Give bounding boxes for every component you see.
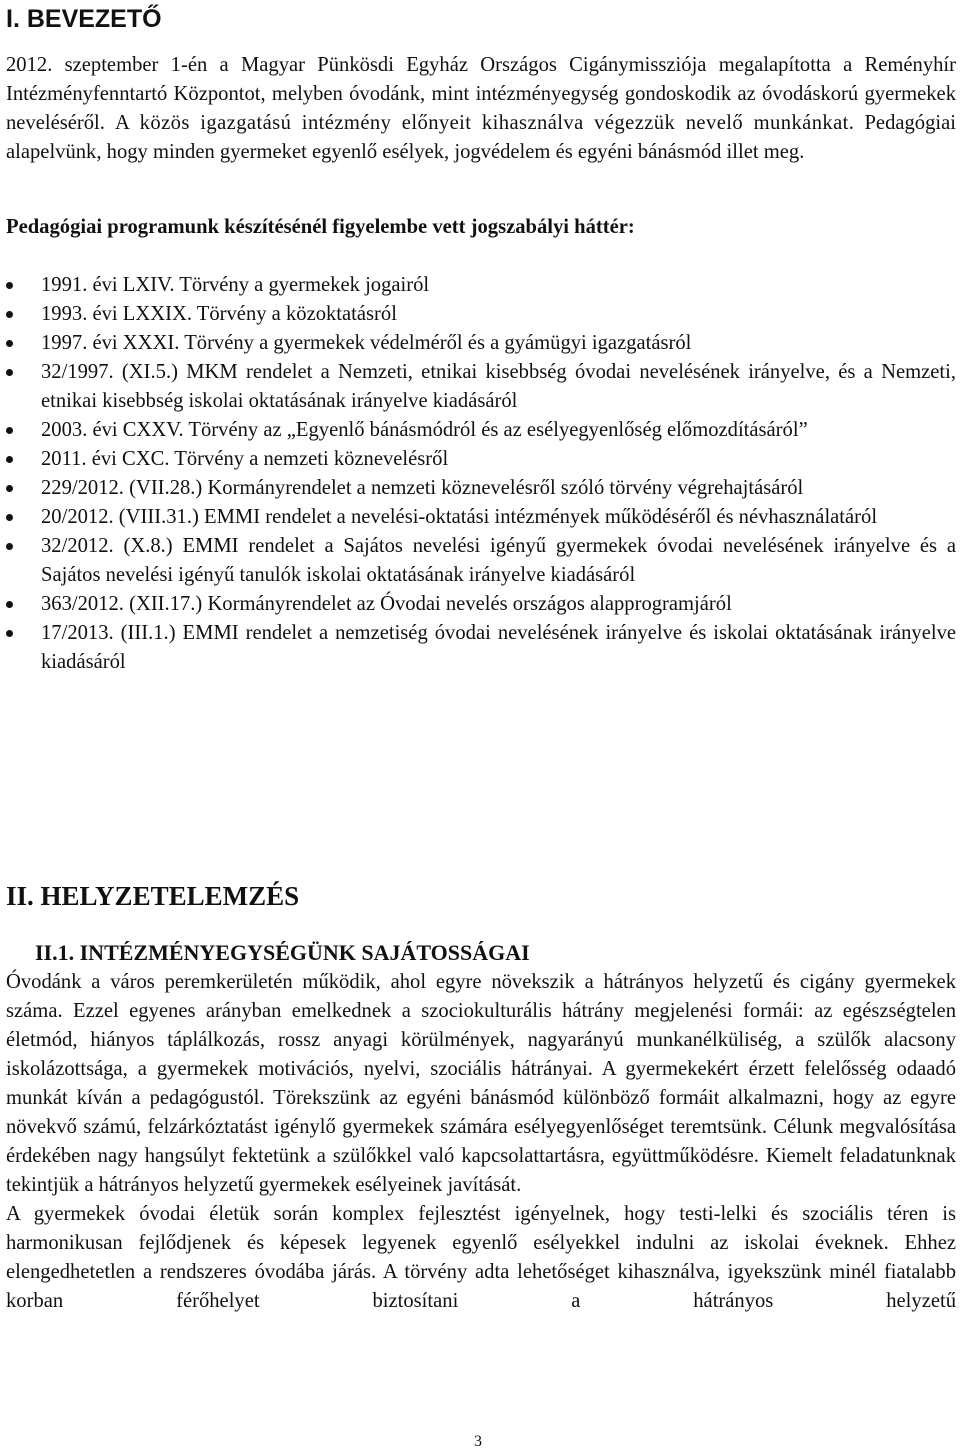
- list-item: [6, 532, 956, 590]
- bullet-icon: [6, 514, 13, 521]
- situation-analysis-body: [6, 968, 956, 1316]
- body-paragraph-2: A gyermekek óvodai életük során komplex fejlesztést igényelnek, hogy testi-lelki és szociális téren is harmonikusan fejlődjenek és képesek legyenek egyenlő esélyekkel indulni az iskolai éveknek. Ehhez elengedhetetlen a rendszeres óvodába járás. A törvény adta lehetőséget kihasználva, igyekszünk minél fiatalabb korban férőhelyet biztosítani a hátrányos helyzetű: [6, 1203, 956, 1312]
- section-title-situation-analysis: II. HELYZETELEMZÉS: [6, 881, 300, 911]
- intro-text-part-1: 2012. szeptember 1-én a Magyar Pünkösdi Egyház Országos Cigánymissziója megalapította a Reményhír Intézményfenntartó Központot, melyben óvodánk, mint intézményegység gondoskodik az óvodáskorú gyermekek neveléséről.: [6, 54, 956, 134]
- list-item-text: 1997. évi XXXI. Törvény a gyermekek védelméről és a gyámügyi igazgatásról: [41, 332, 692, 354]
- bullet-icon: [6, 630, 13, 637]
- page-number: 3: [474, 1433, 482, 1450]
- list-item-text: 17/2013. (III.1.) EMMI rendelet a nemzetiség óvodai nevelésének irányelve és iskolai oktatásának irányelve kiadásáról: [41, 622, 956, 673]
- list-item-text: 32/2012. (X.8.) EMMI rendelet a Sajátos nevelési igényű gyermekek óvodai nevelésének irányelve és a Sajátos nevelési igényű tanulók iskolai oktatásának irányelve kiadásáról: [41, 535, 956, 586]
- list-item-text: 363/2012. (XII.17.) Kormányrendelet az Óvodai nevelés országos alapprogramjáról: [41, 593, 732, 615]
- list-item-text: 2003. évi CXXV. Törvény az „Egyenlő bánásmódról és az esélyegyenlőség előmozdításáról”: [41, 419, 808, 441]
- bullet-icon: [6, 427, 13, 434]
- intro-text-part-3: Pedagógiai alapelvünk, hogy minden gyermeket egyenlő esélyek, jogvédelem és egyéni bánásmód illet meg.: [6, 112, 956, 163]
- list-item-text: 229/2012. (VII.28.) Kormányrendelet a nemzeti köznevelésről szóló törvény végrehajtásáról: [41, 477, 804, 499]
- list-item-text: 1993. évi LXXIX. Törvény a közoktatásról: [41, 303, 397, 325]
- legal-background-list: [6, 271, 956, 677]
- list-item-text: 1991. évi LXIV. Törvény a gyermekek jogairól: [41, 274, 430, 296]
- body-paragraph-1: Óvodánk a város peremkerületén működik, ahol egyre növekszik a hátrányos helyzetű és cigány gyermekek száma. Ezzel egyenes arányban emelkednek a szociokulturális hátrány megjelenési formái: az egészségtelen életmód, hiányos táplálkozás, rossz anyagi körülmények, nagyarányú munkanélküliség, a szülők alacsony iskolázottsága, a gyermekek motivációs, nyelvi, szociális hátrányai. A gyermekekért érzett felelősség odaadó munkát kíván a pedagógustól. Törekszünk az egyéni bánásmód különböző formáit alkalmazni, hogy az egyre növekvő számú, felzárkóztatást igénylő gyermekek számára esélyegyenlőséget teremtsünk. Célunk megvalósítása érdekében nagy hangsúlyt fektetünk a szülőkkel való kapcsolattartásra, együttműködésre. Kiemelt feladatunknak tekintjük a hátrányos helyzetű gyermekek esélyeinek javítását.: [6, 971, 956, 1196]
- list-item: [6, 300, 956, 329]
- list-item: [6, 619, 956, 677]
- bullet-icon: [6, 601, 13, 608]
- section-title-introduction: I. BEVEZETŐ: [6, 5, 162, 33]
- list-item-text: 32/1997. (XI.5.) MKM rendelet a Nemzeti, etnikai kisebbség óvodai nevelésének irányelve, és a Nemzeti, etnikai kisebbség iskolai oktatásának irányelve kiadásáról: [41, 361, 956, 412]
- list-item: [6, 271, 956, 300]
- list-item: [6, 416, 956, 445]
- bullet-icon: [6, 543, 13, 550]
- bullet-icon: [6, 485, 13, 492]
- list-item: [6, 503, 956, 532]
- list-item: [6, 590, 956, 619]
- bullet-icon: [6, 282, 13, 289]
- intro-paragraph: [6, 51, 956, 167]
- legal-background-heading: Pedagógiai programunk készítésénél figyelembe vett jogszabályi háttér:: [6, 216, 635, 238]
- subsection-title-unit-characteristics: II.1. INTÉZMÉNYEGYSÉGÜNK SAJÁTOSSÁGAI: [35, 940, 530, 965]
- list-item: [6, 474, 956, 503]
- list-item: [6, 358, 956, 416]
- bullet-icon: [6, 340, 13, 347]
- bullet-icon: [6, 456, 13, 463]
- list-item: [6, 445, 956, 474]
- intro-text-part-2: A közös igazgatású intézmény előnyeit kihasználva végezzük nevelő munkánkat.: [115, 112, 855, 134]
- bullet-icon: [6, 311, 13, 318]
- bullet-icon: [6, 369, 13, 376]
- list-item-text: 20/2012. (VIII.31.) EMMI rendelet a nevelési-oktatási intézmények működéséről és névhasználatáról: [41, 506, 878, 528]
- list-item-text: 2011. évi CXC. Törvény a nemzeti köznevelésről: [41, 448, 449, 470]
- list-item: [6, 329, 956, 358]
